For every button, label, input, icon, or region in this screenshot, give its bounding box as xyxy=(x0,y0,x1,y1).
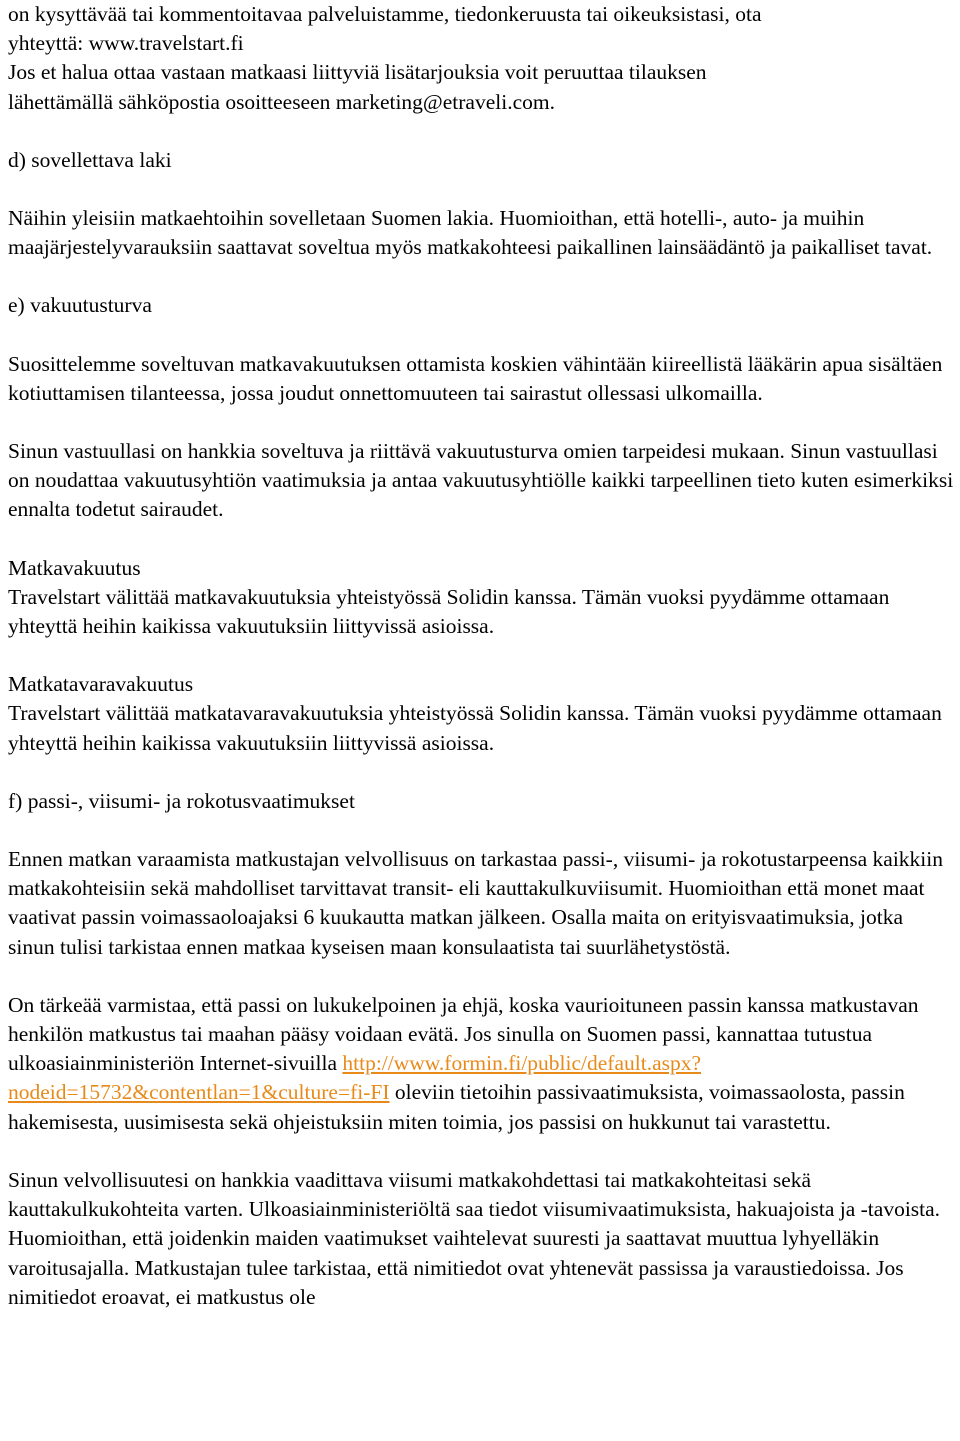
section-f-paragraph-1: Ennen matkan varaamista matkustajan velvollisuus on tarkastaa passi-, viisumi- ja rokotustarpeensa kaikkiin matkakohteisiin sekä mahdolliset tarvittavat transit- eli kauttakulkuviisumit. Huomioithan että monet maat vaativat passin voimassaoloajaksi 6 kuukautta matkan jälkeen. Osalla maita on erityisvaatimuksia, jotka sinun tulisi tarkistaa ennen matkaa kyseisen maan konsulaatista tai suurlähetystöstä. xyxy=(8,847,944,959)
section-d-heading: d) sovellettava laki xyxy=(8,147,172,172)
paragraph-text: On tärkeää varmistaa, että passi on lukukelpoinen ja ehjä, koska vaurioituneen passin kanssa matkustavan henkilön matkustus tai maahan pääsy voidaan evätä. Jos sinulla on Suomen passi, kannattaa tutustua ulkoasiainministeriön Internet-sivuilla xyxy=(8,992,919,1076)
text-line: yhteyttä: www.travelstart.fi xyxy=(8,31,244,56)
section-f-paragraph-3: Sinun velvollisuutesi on hankkia vaadittava viisumi matkakohdettasi tai matkakohteitasi sekä kauttakulkukohteita varten. Ulkoasiainministeriöltä saa tiedot viisumivaatimuksista, hakuajoista ja -tavoista. Huomioithan, että joidenkin maiden vaatimukset vaihtelevat suuresti ja saattavat muuttua lyhyelläkin varoitusajalla. Matkustajan tulee tarkistaa, että nimitiedot ovat yhtenevät passissa ja varaustiedoissa. Jos nimitiedot eroavat, ei matkustus ole xyxy=(8,1167,941,1309)
section-d-body: Näihin yleisiin matkaehtoihin sovelletaan Suomen lakia. Huomioithan, että hotelli-, auto- ja muihin maajärjestelyvarauksiin saattavat soveltua myös matkakohteesi paikallinen lainsäädäntö ja paikalliset tavat. xyxy=(8,206,933,260)
contact-paragraph xyxy=(8,0,954,117)
section-f-heading: f) passi-, viisumi- ja rokotusvaatimukset xyxy=(8,788,355,813)
text-line: lähettämällä sähköpostia osoitteeseen marketing@etraveli.com. xyxy=(8,89,555,114)
matkatavaravakuutus-body: Travelstart välittää matkatavaravakuutuksia yhteistyössä Solidin kanssa. Tämän vuoksi pyydämme ottamaan yhteyttä heihin kaikissa vakuutuksiin liittyvissä asioissa. xyxy=(8,701,942,755)
matkavakuutus-title: Matkavakuutus xyxy=(8,555,141,580)
formin-link[interactable]: http://www.formin.fi/public/default.aspx?nodeid=15732&contentlan=1&culture=fi-FI xyxy=(8,1051,702,1105)
section-e-heading: e) vakuutusturva xyxy=(8,293,152,318)
section-e-paragraph-1: Suosittelemme soveltuvan matkavakuutuksen ottamista koskien vähintään kiireellistä lääkärin apua sisältäen kotiuttamisen tilanteessa, jossa joudut onnettomuuteen tai sairastut ollessasi ulkomailla. xyxy=(8,351,943,405)
text-line: on kysyttävää tai kommentoitavaa palveluistamme, tiedonkeruusta tai oikeuksistasi, ota xyxy=(8,2,762,26)
paragraph-text: oleviin tietoihin passivaatimuksista, voimassaolosta, passin hakemisesta, uusimisesta sekä ohjeistuksiin miten toimia, jos passisi on hukkunut tai varastettu. xyxy=(8,1080,905,1134)
matkavakuutus-body: Travelstart välittää matkavakuutuksia yhteistyössä Solidin kanssa. Tämän vuoksi pyydämme ottamaan yhteyttä heihin kaikissa vakuutuksiin liittyvissä asioissa. xyxy=(8,584,890,639)
section-f-paragraph-2 xyxy=(8,991,954,1137)
matkatavaravakuutus-title: Matkatavaravakuutus xyxy=(8,672,194,697)
section-e-paragraph-2: Sinun vastuullasi on hankkia soveltuva ja riittävä vakuutusturva omien tarpeidesi mukaan. Sinun vastuullasi on noudattaa vakuutusyhtiön vaatimuksia ja antaa vakuutusyhtiölle kaikki tarpeellinen tieto kuten esimerkiksi ennalta todetut sairaudet. xyxy=(8,439,954,522)
text-line: Jos et halua ottaa vastaan matkaasi liittyviä lisätarjouksia voit peruuttaa tilauksen xyxy=(8,60,707,85)
